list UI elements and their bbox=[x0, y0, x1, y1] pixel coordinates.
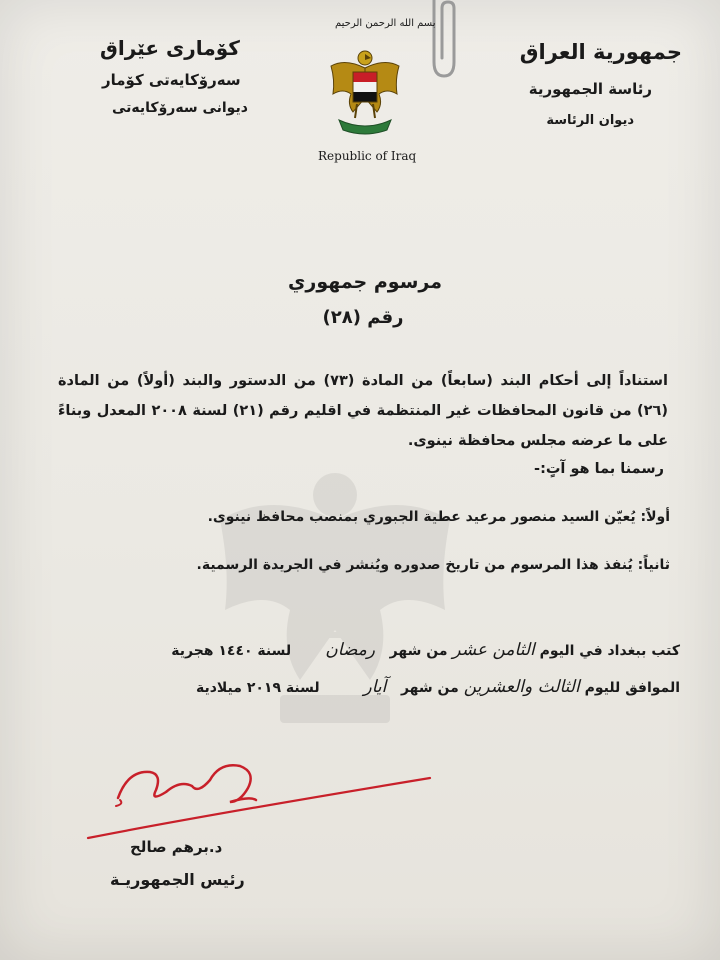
issued-hijri-month-label: من شهر bbox=[389, 643, 448, 659]
issued-gregorian-month: آيار bbox=[363, 677, 387, 697]
presidential-signature bbox=[80, 740, 440, 850]
paperclip-icon bbox=[420, 0, 458, 82]
issued-hijri-day: الثامن عشر bbox=[452, 640, 535, 660]
decree-preamble: استناداً إلى أحكام البند (سابعاً) من المادة (٧٣) من الدستور والبند (أولاً) من المادة (٢٦) من قانون المحافظات غير المنتظمة في اقليم رقم (٢١) لسنة ٢٠٠٨ المعدل وبناءً على ما عرضه مجلس محافظة نينوى. bbox=[58, 373, 668, 449]
decree-line: رسمنا بما هو آتٍ:- bbox=[534, 461, 664, 477]
issued-gregorian-month-label: من شهر bbox=[400, 680, 459, 696]
header-arabic-diwan: ديوان الرئاسة bbox=[546, 113, 634, 128]
issued-hijri-prefix: كتب ببغداد في اليوم bbox=[539, 643, 680, 659]
signatory-title: رئيس الجمهوريـة bbox=[110, 870, 245, 889]
issued-gregorian-day: الثالث والعشرين bbox=[463, 677, 580, 697]
issued-gregorian-year: لسنة ٢٠١٩ ميلادية bbox=[196, 680, 320, 696]
issued-gregorian-date bbox=[196, 677, 680, 697]
issued-hijri-month: رمضان bbox=[325, 640, 376, 660]
issued-hijri-date bbox=[171, 640, 680, 660]
header-arabic-presidency: رئاسة الجمهورية bbox=[528, 80, 652, 98]
issued-hijri-year: لسنة ١٤٤٠ هجرية bbox=[171, 643, 292, 659]
header-kurdish-diwan: دیوانی سەرۆکایەتی bbox=[112, 100, 248, 116]
basmala: بسم الله الرحمن الرحيم bbox=[335, 18, 436, 29]
decree-number: رقم (٢٨) bbox=[322, 307, 404, 328]
issued-gregorian-prefix: الموافق لليوم bbox=[584, 680, 680, 696]
decree-title: مرسوم جمهوري bbox=[288, 271, 442, 293]
emblem-caption: Republic of Iraq bbox=[318, 149, 417, 163]
decree-article-second: ثانياً: يُنفذ هذا المرسوم من تاريخ صدوره ويُنشر في الجريدة الرسمية. bbox=[196, 557, 670, 573]
header-kurdish-title: كۆماری عێراق bbox=[100, 36, 240, 60]
header-arabic-title: جمهورية العراق bbox=[519, 40, 682, 64]
signatory-name: د.برهم صالح bbox=[130, 838, 223, 856]
iraq-eagle-emblem-icon bbox=[325, 38, 405, 146]
decree-article-first: أولاً: يُعيّن السيد منصور مرعيد عطية الجبوري بمنصب محافظ نينوى. bbox=[207, 509, 670, 525]
header-kurdish-presidency: سەرۆکایەتی کۆمار bbox=[102, 71, 241, 89]
